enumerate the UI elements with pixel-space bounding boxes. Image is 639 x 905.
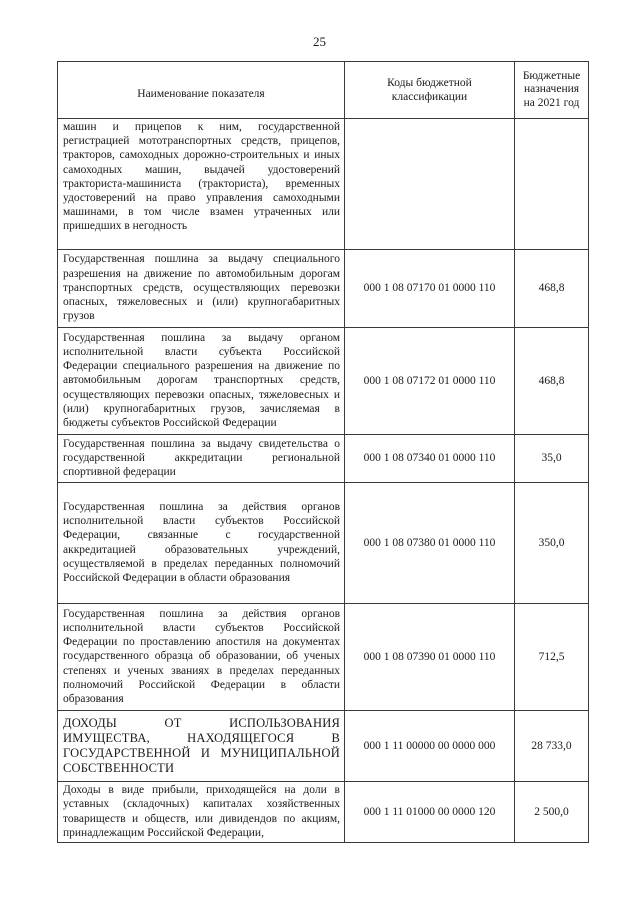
budget-table bbox=[57, 61, 589, 843]
header-amount: Бюджетные назначения на 2021 год bbox=[515, 62, 589, 119]
row-code: 000 1 11 01000 00 0000 120 bbox=[345, 782, 515, 843]
row-amount: 350,0 bbox=[515, 483, 589, 604]
row-amount: 28 733,0 bbox=[515, 711, 589, 782]
header-code: Коды бюджетной классификации bbox=[345, 62, 515, 119]
table-row bbox=[58, 328, 589, 435]
row-code: 000 1 08 07380 01 0000 110 bbox=[345, 483, 515, 604]
row-amount: 468,8 bbox=[515, 328, 589, 435]
row-amount bbox=[515, 119, 589, 250]
row-name: машин и прицепов к ним, государственной регистрацией мототранспортных средств, прицепов, тракторов, самоходных дорожно-строительных и иных самоходных машин, выдачей удостоверений тракториста-машиниста (тракториста), временных удостоверений на право управления самоходными машинами, в том числе взамен утраченных или пришедших в негодность bbox=[58, 119, 345, 250]
table-row bbox=[58, 435, 589, 483]
header-name: Наименование показателя bbox=[58, 62, 345, 119]
row-code: 000 1 08 07170 01 0000 110 bbox=[345, 250, 515, 328]
row-code: 000 1 11 00000 00 0000 000 bbox=[345, 711, 515, 782]
row-code: 000 1 08 07340 01 0000 110 bbox=[345, 435, 515, 483]
table-row bbox=[58, 604, 589, 711]
row-code bbox=[345, 119, 515, 250]
row-name: ДОХОДЫ ОТ ИСПОЛЬЗОВАНИЯ ИМУЩЕСТВА, НАХОДЯЩЕГОСЯ В ГОСУДАРСТВЕННОЙ И МУНИЦИПАЛЬНОЙ СОБСТВЕННОСТИ bbox=[58, 711, 345, 782]
table-row bbox=[58, 250, 589, 328]
row-amount: 468,8 bbox=[515, 250, 589, 328]
row-name: Доходы в виде прибыли, приходящейся на доли в уставных (складочных) капиталах хозяйственных товариществ и обществ, или дивидендов по акциям, принадлежащим Российской Федерации, bbox=[58, 782, 345, 843]
row-name: Государственная пошлина за выдачу специального разрешения на движение по автомобильным дорогам транспортных средств, осуществляющих перевозки опасных, тяжеловесных и (или) крупногабаритных грузов bbox=[58, 250, 345, 328]
table-row bbox=[58, 711, 589, 782]
row-amount: 35,0 bbox=[515, 435, 589, 483]
table-row bbox=[58, 483, 589, 604]
table-header-row bbox=[58, 62, 589, 119]
row-code: 000 1 08 07172 01 0000 110 bbox=[345, 328, 515, 435]
table-row bbox=[58, 119, 589, 250]
row-name: Государственная пошлина за выдачу органом исполнительной власти субъекта Российской Федерации специального разрешения на движение по автомобильным дорогам транспортных средств, осуществляющих перевозки опасных, тяжеловесных и (или) крупногабаритных грузов, зачисляемая в бюджеты субъектов Российской Федерации bbox=[58, 328, 345, 435]
row-amount: 712,5 bbox=[515, 604, 589, 711]
page-number: 25 bbox=[313, 34, 326, 49]
table-row bbox=[58, 782, 589, 843]
row-amount: 2 500,0 bbox=[515, 782, 589, 843]
row-name: Государственная пошлина за выдачу свидетельства о государственной аккредитации региональной спортивной федерации bbox=[58, 435, 345, 483]
row-name: Государственная пошлина за действия органов исполнительной власти субъектов Российской Федерации по проставлению апостиля на документах государственного образца об образовании, об ученых степенях и ученых званиях в пределах переданных полномочий Российской Федерации в области образования bbox=[58, 604, 345, 711]
row-name: Государственная пошлина за действия органов исполнительной власти субъектов Российской Федерации, связанные с государственной аккредитацией образовательных учреждений, осуществляемой в пределах переданных полномочий Российской Федерации в области образования bbox=[58, 483, 345, 604]
row-code: 000 1 08 07390 01 0000 110 bbox=[345, 604, 515, 711]
